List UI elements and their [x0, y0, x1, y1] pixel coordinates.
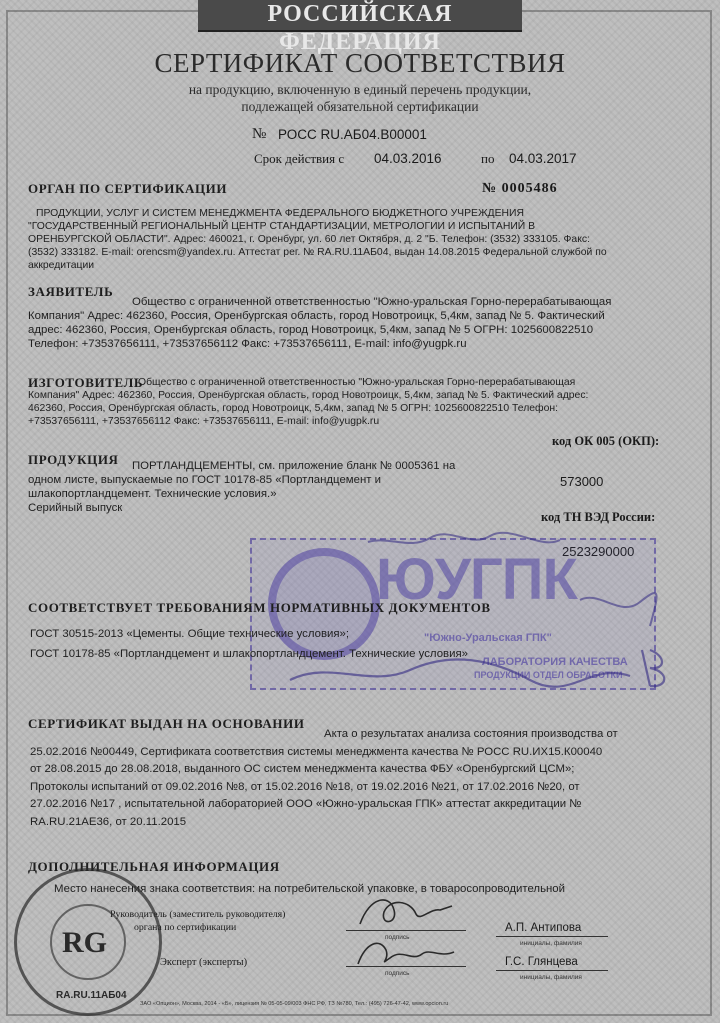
- country-banner: РОССИЙСКАЯ ФЕДЕРАЦИЯ: [198, 0, 522, 32]
- expert-label: Эксперт (эксперты): [160, 957, 248, 968]
- text-line: аккредитации: [28, 260, 95, 271]
- name-line: [496, 970, 608, 971]
- basis-heading: СЕРТИФИКАТ ВЫДАН НА ОСНОВАНИИ: [28, 716, 305, 731]
- initials-caption: инициалы, фамилия: [520, 974, 582, 981]
- subtitle-line: подлежащей обязательной сертификации: [241, 99, 479, 114]
- manufacturer-text: [28, 376, 692, 428]
- stamp-line: ЛАБОРАТОРИЯ КАЧЕСТВА: [482, 656, 628, 668]
- applicant-text: [28, 295, 692, 351]
- signature-icon: [350, 932, 460, 972]
- stamp-line: ПРОДУКЦИИ ОТДЕЛ ОБРАБОТКИ: [474, 670, 623, 680]
- text-line: Акта о результатах анализа состояния производства от: [324, 728, 618, 740]
- text-line: RA.RU.21АЕ36, от 20.11.2015: [30, 815, 187, 828]
- subtitle-line: на продукцию, включенную в единый перечень продукции,: [188, 82, 532, 97]
- expert-name: Г.С. Глянцева: [505, 956, 578, 968]
- text-line: 27.02.2016 №17 , испытательной лабораторией ООО «Южно-уральская ГПК» аттестат аккредитации №: [30, 798, 582, 810]
- text-line: Компания" Адрес: 462360, Россия, Оренбургская область, город Новотроицк, 5,4км, запад № 5. Фактический: [28, 310, 605, 322]
- podpis-caption: подпись: [385, 934, 410, 941]
- podpis-caption: подпись: [385, 970, 410, 977]
- text-line: (3532) 333182. E-mail: orencsm@yandex.ru. Аттестат рег. № RA.RU.11АБ04, выдан 14.08.2015 Федеральной службой по: [28, 247, 607, 258]
- product-text: [28, 459, 548, 515]
- manufacturer-heading: ИЗГОТОВИТЕЛЬ: [28, 375, 144, 390]
- text-line: Общество с ограниченной ответственностью "Южно-уральская Горно-перерабатывающая: [132, 296, 612, 308]
- tnved-value: 2523290000: [562, 544, 635, 559]
- text-line: 462360, Россия, Оренбургская область, город Новотроицк, 5,4км, запад № 5 ОГРН: 1025600822510 Телефон:: [28, 403, 558, 414]
- head-label: Руководитель (заместитель руководителя): [110, 909, 286, 920]
- validity-label: Срок действия с: [254, 151, 345, 166]
- text-line: Телефон: +73537656111, +73537656112 Факс: +73537656111, E-mail: info@yugpk.ru: [28, 338, 467, 350]
- certificate-subtitle: [0, 81, 720, 115]
- text-line: ПОРТЛАНДЦЕМЕНТЫ, см. приложение бланк № 0005361 на: [132, 460, 456, 472]
- name-line: [496, 936, 608, 937]
- text-line: Компания" Адрес: 462360, Россия, Оренбургская область, город Новотроицк, 5,4км, запад № 5. Фактический адрес:: [28, 390, 589, 401]
- additional-heading: ДОПОЛНИТЕЛЬНАЯ ИНФОРМАЦИЯ: [28, 859, 280, 874]
- text-line: от 28.08.2015 до 28.08.2018, выданного ОС систем менеджмента качества ФБУ «Оренбургский ЦСМ»;: [30, 763, 575, 775]
- text-line: адрес: 462360, Россия, Оренбургская область, город Новотроицк, 5,4км, запад № 5 ОГРН: 1025600822510: [28, 324, 594, 336]
- organ-text: [28, 207, 688, 272]
- text-line: +73537656111, +73537656112 Факс: +73537656111, E-mail: info@yugpk.ru: [28, 416, 380, 427]
- head-name: А.П. Антипова: [505, 922, 582, 934]
- printer-footer: ЗАО «Опцион», Москва, 2014 - «Б», лицензия № 05-05-09/003 ФНС РФ, ТЗ №780, Тел.: (495) 726-47-42, www.opcion.ru: [140, 1001, 449, 1007]
- stamp-brand: ЮУГПК: [376, 547, 577, 612]
- complies-text: [30, 624, 550, 664]
- organ-heading: ОРГАН ПО СЕРТИФИКАЦИИ: [28, 181, 228, 196]
- validity-from: 04.03.2016: [374, 151, 442, 166]
- blank-number: № 0005486: [482, 181, 558, 196]
- number-label: №: [252, 126, 267, 142]
- product-heading: ПРОДУКЦИЯ: [28, 452, 119, 467]
- text-line: Серийный выпуск: [28, 502, 123, 514]
- seal-text: RA.RU.11АБ04: [56, 990, 127, 1001]
- additional-text: Место нанесения знака соответствия: на потребительской упаковке, в товаросопроводительной: [54, 883, 565, 895]
- text-line: шлакопортландцемент. Технические условия.»: [28, 488, 277, 500]
- text-line: ОРЕНБУРГСКОЙ ОБЛАСТИ". Адрес: 460021, г. Оренбург, ул. 60 лет Октября, д. 2 "Б. Телефон: (3532) 333105. Факс:: [28, 234, 590, 245]
- certificate-number: РОСС RU.АБ04.В00001: [278, 127, 427, 142]
- signature-icon: [350, 890, 460, 932]
- tnved-label: код ТН ВЭД России:: [541, 510, 656, 524]
- text-line: ГОСТ 10178-85 «Портландцемент и шлакопортландцемент. Технические условия»: [30, 648, 468, 660]
- text-line: ГОСТ 30515-2013 «Цементы. Общие технические условия»;: [30, 628, 350, 640]
- stamp-line: "Южно-Уральская ГПК": [424, 632, 552, 644]
- seal-mark: RG: [62, 926, 107, 959]
- applicant-heading: ЗАЯВИТЕЛЬ: [28, 284, 114, 299]
- certificate-title: СЕРТИФИКАТ СООТВЕТСТВИЯ: [154, 48, 566, 78]
- initials-caption: инициалы, фамилия: [520, 940, 582, 947]
- validity-to: 04.03.2017: [509, 151, 577, 166]
- okp-value: 573000: [560, 474, 604, 489]
- basis-text: [30, 726, 692, 831]
- organ-label: органа по сертификации: [134, 922, 237, 933]
- text-line: ПРОДУКЦИИ, УСЛУГ И СИСТЕМ МЕНЕДЖМЕНТА ФЕДЕРАЛЬНОГО БЮДЖЕТНОГО УЧРЕЖДЕНИЯ: [36, 208, 525, 219]
- text-line: 25.02.2016 №00449, Сертификата соответствия системы менеджмента качества № РОСС RU.ИХ15.К00040: [30, 745, 603, 758]
- validity-to-label: по: [481, 151, 495, 166]
- okp-label: код ОК 005 (ОКП):: [552, 434, 660, 448]
- text-line: Протоколы испытаний от 09.02.2016 №8, от 15.02.2016 №18, от 19.02.2016 №21, от 17.02.2016 №20, от: [30, 780, 580, 793]
- text-line: одном листе, выпускаемые по ГОСТ 10178-85 «Портландцемент и: [28, 474, 381, 486]
- text-line: Общество с ограниченной ответственностью "Южно-уральская Горно-перерабатывающая: [138, 377, 576, 388]
- text-line: "ГОСУДАРСТВЕННЫЙ РЕГИОНАЛЬНЫЙ ЦЕНТР СТАНДАРТИЗАЦИИ, МЕТРОЛОГИИ И ИСПЫТАНИЙ В: [28, 221, 536, 232]
- complies-heading: СООТВЕТСТВУЕТ ТРЕБОВАНИЯМ НОРМАТИВНЫХ ДОКУМЕНТОВ: [28, 600, 491, 615]
